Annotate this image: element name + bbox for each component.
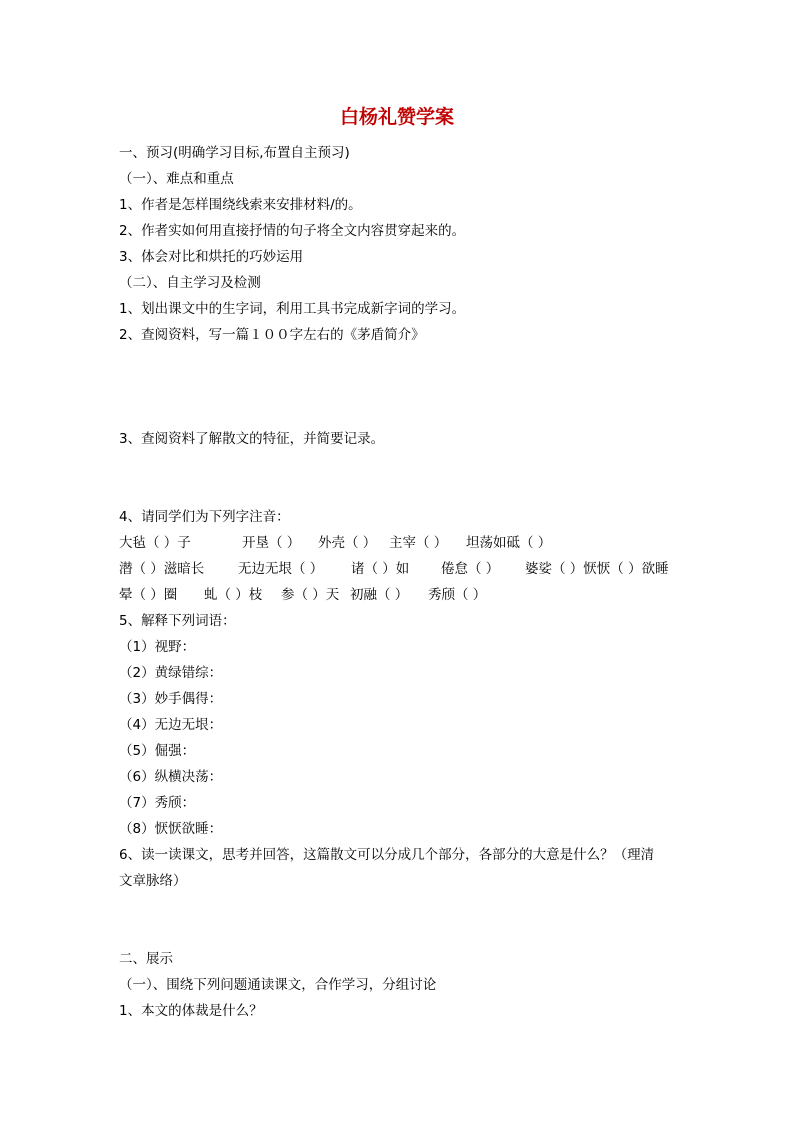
- task-item-4: 4、请同学们为下列字注音：: [119, 509, 290, 525]
- vocab-item: （5）倔强：: [119, 743, 196, 759]
- subsection-1-heading: （一）、难点和重点: [119, 171, 234, 187]
- pinyin-item: 外壳（ ）: [318, 535, 377, 551]
- pinyin-item: 晕（ ）圈: [119, 587, 178, 603]
- vocab-item: （1）视野：: [119, 639, 196, 655]
- vocab-heading: 5、解释下列词语：: [119, 613, 236, 629]
- section-2-question-1: 1、本文的体裁是什么？: [119, 1003, 263, 1019]
- goal-item-1: 1、作者是怎样围绕线索来安排材料/的。: [119, 197, 362, 213]
- pinyin-item: 主宰（ ）: [389, 535, 448, 551]
- vocab-item: （2）黄绿错综：: [119, 665, 223, 681]
- pinyin-item: 虬（ ）枝: [204, 587, 263, 603]
- pinyin-item: 潜（ ）滋暗长: [119, 561, 205, 577]
- section-2-subheading: （一）、围绕下列问题通读课文，合作学习，分组讨论: [119, 977, 437, 993]
- pinyin-item: 无边无垠（ ）: [238, 561, 324, 577]
- pinyin-item: 参（ ）天: [281, 587, 340, 603]
- subsection-2-heading: （二）、自主学习及检测: [119, 275, 261, 291]
- vocab-item: （7）秀颀：: [119, 795, 196, 811]
- section-2-heading: 二、展示: [119, 951, 173, 967]
- pinyin-item: 大毡（ ）子: [119, 535, 191, 551]
- goal-item-3: 3、体会对比和烘托的巧妙运用: [119, 249, 304, 265]
- pinyin-item: 秀颀（ ）: [428, 587, 487, 603]
- document-title: 白杨礼赞学案: [339, 106, 454, 128]
- question-6-line-1: 6、读一读课文，思考并回答，这篇散文可以分成几个部分，各部分的大意是什么？（理清: [119, 847, 655, 863]
- pinyin-item: 初融（ ）: [350, 587, 409, 603]
- goal-item-2: 2、作者实如何用直接抒情的句子将全文内容贯穿起来的。: [119, 223, 466, 239]
- pinyin-item: 婆娑（ ）恹恹（ ）欲睡: [525, 561, 669, 577]
- vocab-item: （6）纵横决荡：: [119, 769, 223, 785]
- question-6-line-2: 文章脉络）: [119, 873, 187, 889]
- pinyin-row: [119, 534, 551, 552]
- pinyin-row: [119, 560, 669, 578]
- pinyin-row: [119, 586, 486, 604]
- vocab-item: （3）妙手偶得：: [119, 691, 223, 707]
- pinyin-item: 开垦（ ）: [242, 535, 301, 551]
- pinyin-item: 坦荡如砥（ ）: [466, 535, 552, 551]
- section-1-heading: 一、预习(明确学习目标,布置自主预习): [119, 145, 350, 161]
- vocab-item: （8）恹恹欲睡：: [119, 821, 223, 837]
- vocab-item: （4）无边无垠：: [119, 717, 223, 733]
- task-item-2: 2、查阅资料，写一篇１００字左右的《茅盾简介》: [119, 327, 425, 343]
- pinyin-item: 倦怠（ ）: [441, 561, 500, 577]
- task-item-1: 1、划出课文中的生字词，利用工具书完成新字词的学习。: [119, 301, 466, 317]
- task-item-3: 3、查阅资料了解散文的特征，并简要记录。: [119, 431, 385, 447]
- pinyin-item: 诸（ ）如: [351, 561, 410, 577]
